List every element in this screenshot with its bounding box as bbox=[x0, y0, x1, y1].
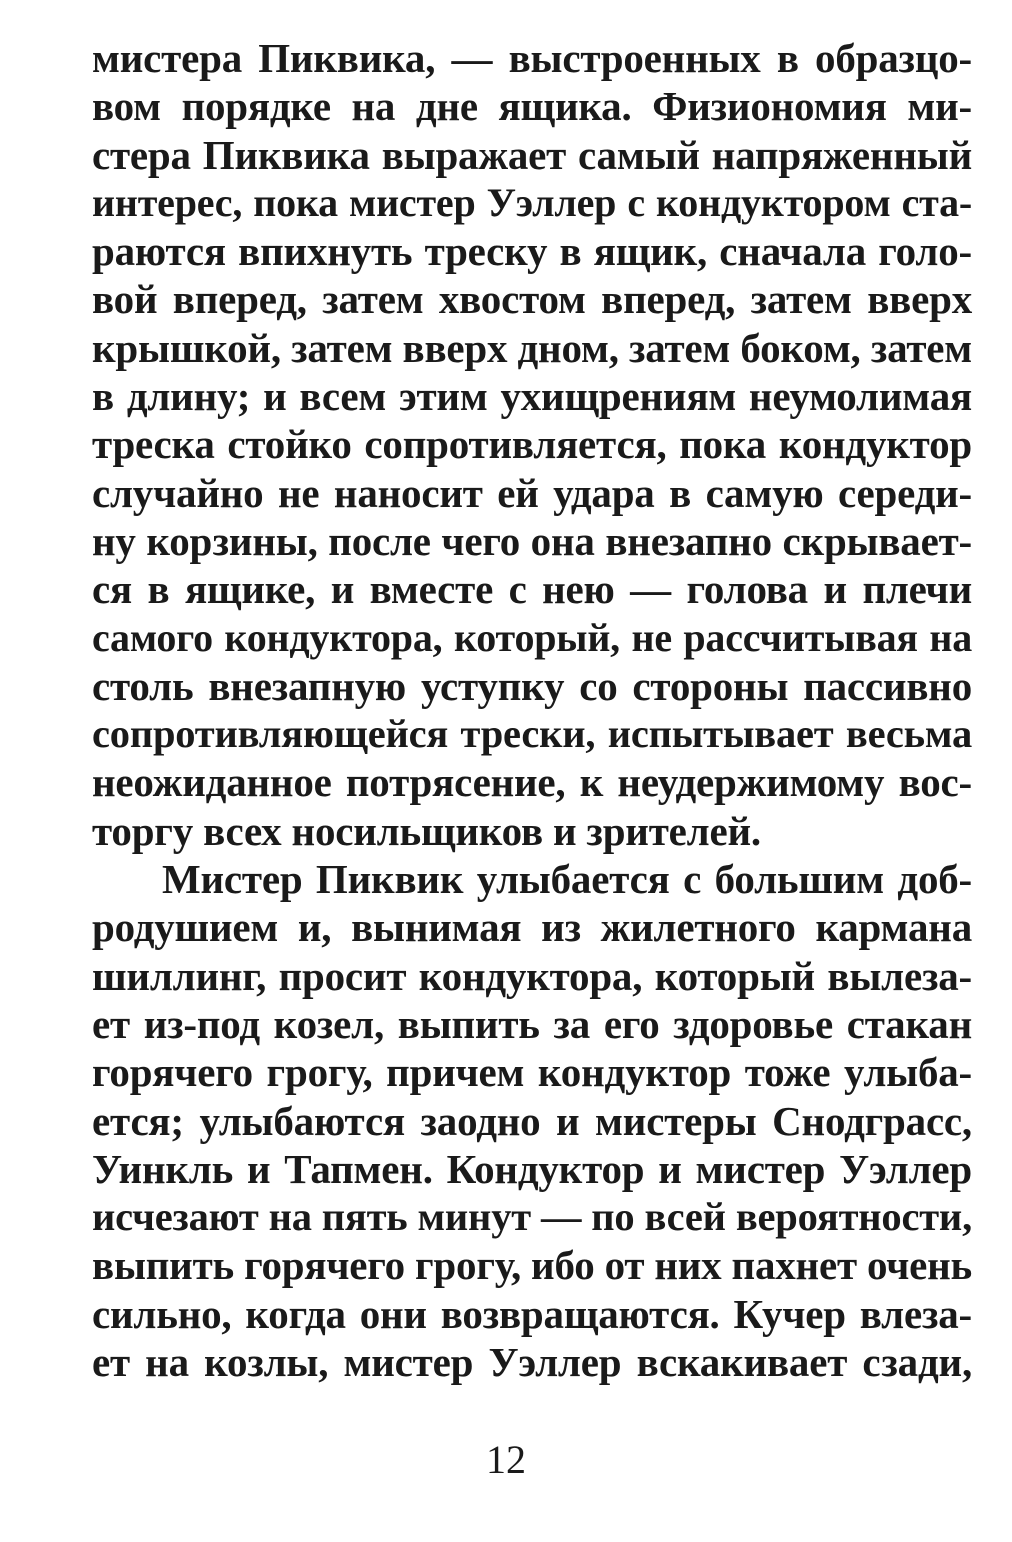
text-line: исчезают на пять минут — по всей вероятности, bbox=[92, 1194, 972, 1240]
text-line: вой вперед, затем хвостом вперед, затем вверх bbox=[92, 276, 972, 323]
text-line: раются впихнуть треску в ящик, сначала голо- bbox=[92, 228, 972, 275]
text-line: крышкой, затем вверх дном, затем боком, затем bbox=[92, 324, 972, 371]
text-line: интерес, пока мистер Уэллер с кондуктором ста- bbox=[92, 179, 972, 225]
page-number: 12 bbox=[486, 1437, 526, 1482]
text-line: ется; улыбаются заодно и мистеры Снодграсс, bbox=[92, 1097, 972, 1144]
text-line: ну корзины, после чего она внезапно скрывает- bbox=[92, 517, 972, 564]
text-line: неожиданное потрясение, к неудержимому вос- bbox=[92, 759, 972, 806]
text-line: выпить горячего грогу, ибо от них пахнет очень bbox=[92, 1242, 973, 1289]
text-line: треска стойко сопротивляется, пока кондуктор bbox=[92, 421, 972, 468]
text-line: родушием и, вынимая из жилетного кармана bbox=[92, 904, 972, 951]
text-line: случайно не наносит ей удара в самую середи- bbox=[92, 469, 972, 516]
text-line: вом порядке на дне ящика. Физиономия ми- bbox=[92, 83, 972, 130]
text-line: сопротивляющейся трески, испытывает весьма bbox=[92, 711, 972, 757]
text-line: Уинкль и Тапмен. Кондуктор и мистер Уэллер bbox=[92, 1145, 972, 1192]
text-line: мистера Пиквика, — выстроенных в образцо- bbox=[92, 35, 972, 81]
text-line: столь внезапную уступку со стороны пассивно bbox=[92, 662, 972, 709]
text-line: стера Пиквика выражает самый напряженный bbox=[92, 131, 972, 178]
text-line: ся в ящике, и вместе с нею — голова и плечи bbox=[92, 566, 972, 613]
text-line: шиллинг, просит кондуктора, который вылеза- bbox=[92, 952, 972, 999]
text-line: Мистер Пиквик улыбается с большим доб- bbox=[162, 856, 972, 903]
text-line: ет из-под козел, выпить за его здоровье стакан bbox=[92, 1000, 972, 1047]
text-line: горячего грогу, причем кондуктор тоже улыба- bbox=[92, 1049, 972, 1096]
text-line: ет на козлы, мистер Уэллер вскакивает сзади, bbox=[92, 1339, 972, 1386]
text-line: самого кондуктора, который, не рассчитывая на bbox=[92, 614, 972, 660]
text-line: сильно, когда они возвращаются. Кучер влеза- bbox=[92, 1290, 972, 1337]
text-line: торгу всех носильщиков и зрителей. bbox=[92, 807, 761, 854]
body-text bbox=[92, 34, 972, 1386]
text-line: в длину; и всем этим ухищрениям неумолимая bbox=[92, 373, 972, 420]
